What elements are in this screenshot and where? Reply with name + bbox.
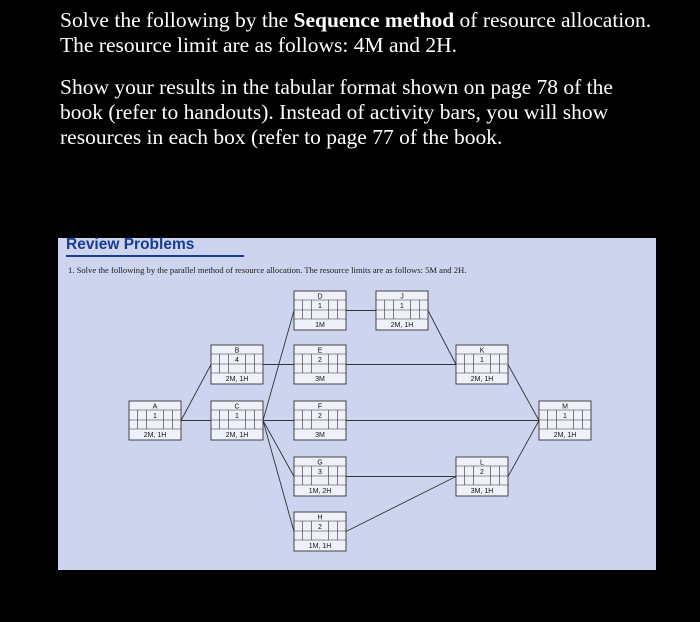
activity-name: A <box>152 403 158 411</box>
activity-name: H <box>317 514 323 522</box>
activity-b <box>211 345 263 384</box>
activity-name: D <box>317 293 323 301</box>
activity-resources: 1M <box>315 322 325 329</box>
arrow-c-d <box>263 311 294 421</box>
activity-resources: 2M, 1H <box>390 322 414 329</box>
activity-resources: 3M <box>315 432 325 439</box>
activity-resources: 1M, 1H <box>308 543 332 550</box>
activity-l <box>456 457 508 496</box>
activity-resources: 3M, 1H <box>470 488 494 495</box>
review-problems-title: Review Problems <box>66 236 195 253</box>
activity-name: C <box>234 403 240 411</box>
arrow-h-l <box>346 477 456 532</box>
activity-duration: 1 <box>480 357 484 364</box>
activity-d <box>294 291 346 330</box>
question-p1-before: Solve the following by the <box>60 8 294 32</box>
activity-duration: 3 <box>318 469 322 476</box>
activity-g <box>294 457 346 496</box>
activity-name: B <box>234 347 240 355</box>
activity-duration: 1 <box>563 413 567 420</box>
activity-duration: 2 <box>318 413 322 420</box>
activity-k <box>456 345 508 384</box>
activity-resources: 1M, 2H <box>308 488 332 495</box>
activity-c <box>211 401 263 440</box>
activity-name: G <box>317 459 323 467</box>
arrow-c-g <box>263 421 294 477</box>
activity-resources: 2M, 1H <box>225 376 249 383</box>
arrow-a-b <box>181 365 211 421</box>
activity-name: J <box>400 293 404 301</box>
activity-duration: 1 <box>318 303 322 310</box>
activity-name: M <box>562 403 568 411</box>
activity-name: K <box>479 347 485 355</box>
activity-a <box>129 401 181 440</box>
activity-resources: 2M, 1H <box>553 432 577 439</box>
activity-e <box>294 345 346 384</box>
activity-resources: 2M, 1H <box>470 376 494 383</box>
arrow-c-h <box>263 421 294 532</box>
activity-h <box>294 512 346 551</box>
question-p1-bold: Sequence method <box>293 8 455 32</box>
activity-duration: 2 <box>480 469 484 476</box>
question-paragraph-1 <box>60 8 660 58</box>
activity-duration: 2 <box>318 524 322 531</box>
arrow-l-m <box>508 421 539 477</box>
activity-resources: 2M, 1H <box>143 432 167 439</box>
activity-name: L <box>480 459 484 467</box>
activity-name: F <box>317 403 323 411</box>
activity-m <box>539 401 591 440</box>
activity-resources: 2M, 1H <box>225 432 249 439</box>
activity-duration: 1 <box>400 303 404 310</box>
activity-f <box>294 401 346 440</box>
activity-duration: 1 <box>235 413 239 420</box>
activity-duration: 2 <box>318 357 322 364</box>
review-problems-image <box>58 238 656 570</box>
review-problem-text: 1. Solve the following by the parallel method of resource allocation. The resource limits are as follows: 5M and 2H. <box>68 265 467 275</box>
activity-duration: 4 <box>235 357 239 364</box>
activity-duration: 1 <box>153 413 157 420</box>
question-paragraph-2: Show your results in the tabular format shown on page 78 of the book (refer to handouts). Instead of activity bars, you will show resources in each box (refer to page 77 of the book. <box>60 75 613 149</box>
activity-j <box>376 291 428 330</box>
question-text <box>60 8 660 150</box>
question-p1-after: of resource allocation. The resource limit are as follows: 4M and 2H. <box>60 8 652 57</box>
activity-resources: 3M <box>315 376 325 383</box>
network-diagram <box>58 238 656 570</box>
arrow-j-k <box>428 311 456 365</box>
arrow-k-m <box>508 365 539 421</box>
activity-name: E <box>317 347 323 355</box>
